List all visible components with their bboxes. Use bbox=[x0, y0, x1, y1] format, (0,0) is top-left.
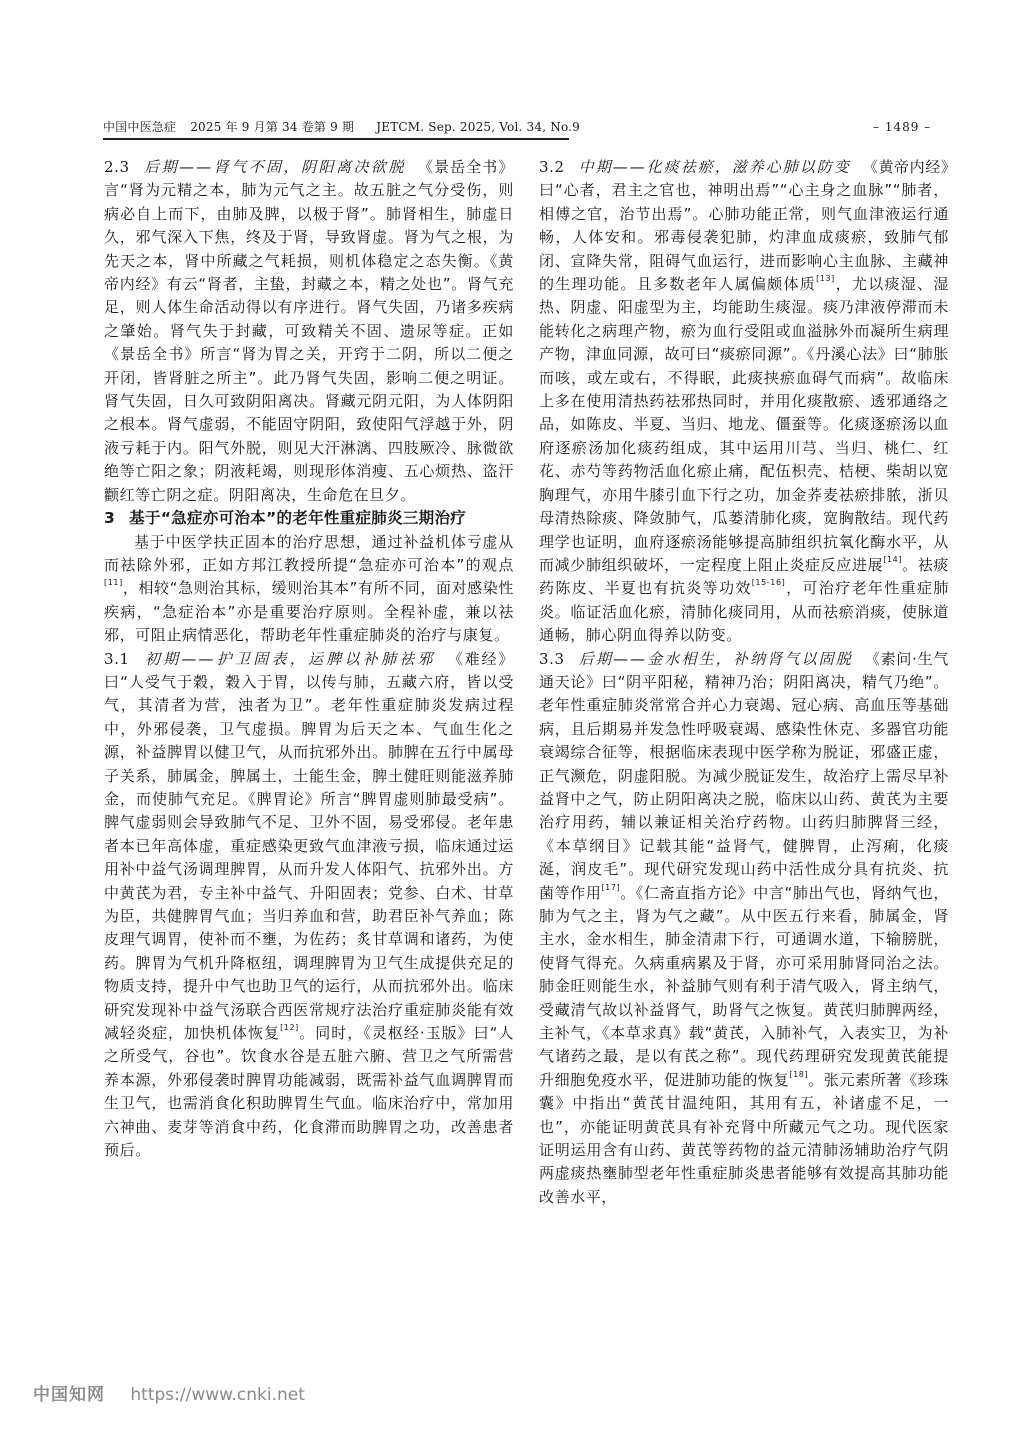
paragraph-text: 。祛痰药陈皮、半夏也有抗炎等功效 bbox=[539, 555, 950, 598]
section-3-1 bbox=[104, 648, 514, 1163]
citation[interactable]: [15-16] bbox=[751, 578, 786, 588]
journal-name: 中国中医急症 bbox=[103, 120, 177, 134]
section-3-3 bbox=[539, 648, 949, 1210]
section-3-2 bbox=[539, 156, 949, 648]
citation[interactable]: [17] bbox=[601, 882, 621, 892]
journal-issue-en: JETCM. Sep. 2025, Vol. 34, No.9 bbox=[376, 120, 581, 134]
citation[interactable]: [11] bbox=[104, 578, 123, 588]
paragraph-text: 《素问·生气通天论》曰“阴平阳秘，精神乃治；阴阳离决，精气乃绝”。老年性重症肺炎常常合并心力衰竭、冠心病、高血压等基础病，且后期易并发急性呼吸衰竭、感染性休克、多器官功能衰竭综合征等，根据临床表现中医学称为脱证，邪盛正虚，正气濒危，阴虚阳脱。为减少脱证发生，故治疗上需尽早补益肾中之气，防止阴阳离决之脱，临床以山药、黄芪为主要治疗用药，辅以兼证相关治疗药物。山药归肺脾肾三经，《本草纲目》记载其能“益肾气，健脾胃，止泻痢，化痰涎，润皮毛”。现代研究发现山药中活性成分具有抗炎、抗菌等作用 bbox=[539, 649, 949, 902]
watermark-footer bbox=[33, 1380, 305, 1405]
paragraph-text: 。《仁斋直指方论》中言“肺出气也，肾纳气也，肺为气之主，肾为气之藏”。从中医五行来看，肺属金，肾主水，金水相生，肺金清肃下行，可通调水道，下输膀胱，使肾气得充。久病重病累及于肾，亦可采用肺肾同治之法。肺金旺则能生水，补益肺气则有利于清气吸入，肾主纳气，受藏清气故以补益肾气，助肾气之恢复。黄芪归肺脾两经，主补气，《本草求真》载“黄芪，入肺补气，入表实卫，为补气诸药之最，是以有芪之称”。现代药理研究发现黄芪能提升细胞免疫水平，促进肺功能的恢复 bbox=[539, 883, 949, 1089]
section-title: 后期——肾气不固，阴阳离决欲脱 bbox=[143, 158, 406, 176]
section-number: 3.2 bbox=[539, 158, 565, 176]
section-2-3 bbox=[104, 156, 514, 507]
paragraph-text: ，尤以痰湿、湿热、阴虚、阳虚型为主，均能助生痰湿。痰乃津液停滞而未能转化之病理产物，瘀为血行受阻或血溢脉外而凝所生病理产物，津血同源，故可曰“痰瘀同源”。《丹溪心法》曰“肺胀而咳，或左或右，不得眠，此痰挟瘀血碍气而病”。故临床上多在使用清热药祛邪热同时，并用化痰散瘀、透邪通络之品，如陈皮、半夏、当归、地龙、僵蚕等。化痰逐瘀汤以血府逐瘀汤加化痰药组成，其中运用川芎、当归、桃仁、红花、赤芍等药物活血化瘀止痛，配伍枳壳、桔梗、柴胡以宽胸理气，亦用牛膝引血下行之功，加金荞麦祛瘀排脓，浙贝母清热除痰、降敛肺气，瓜蒌清肺化痰，宽胸散结。现代药理学也证明，血府逐瘀汤能够提高肺组织抗氧化酶水平，从而减少肺组织破坏，一定程度上阻止炎症反应进展 bbox=[539, 275, 949, 574]
section-title: 中期——化痰祛瘀，滋养心肺以防变 bbox=[578, 158, 851, 176]
paragraph-text: ，相较“急则治其标，缓则治其本”有所不同，面对感染性疾病，“急症治本”亦是重要治疗原则。全程补虚，兼以祛邪，可阻止病情恶化，帮助老年性重症肺炎的治疗与康复。 bbox=[104, 579, 514, 645]
paragraph-text: 基于中医学扶正固本的治疗思想，通过补益机体亏虚从而祛除外邪，正如方邦江教授所提“急症亦可治本”的观点 bbox=[104, 532, 514, 574]
paragraph-text: 《黄帝内经》曰“心者，君主之官也，神明出焉”“心主身之血脉”“肺者，相傅之官，治节出焉”。心肺功能正常，则气血津液运行通畅，人体安和。邪毒侵袭犯肺，灼津血成痰瘀，致肺气郁闭、宣降失常，阻碍气血运行，进而影响心主血脉、主藏神的生理功能。且多数老年人属偏颇体质 bbox=[539, 158, 949, 294]
section-number: 2.3 bbox=[104, 158, 130, 176]
journal-issue-cn: 2025 年 9 月第 34 卷第 9 期 bbox=[190, 120, 355, 134]
paragraph-text: ，可治疗老年性重症肺炎。临证活血化瘀，清肺化痰同用，从而祛瘀消痰，使脉道通畅，肺心阴血得养以防变。 bbox=[539, 579, 949, 645]
section-3-heading bbox=[104, 507, 514, 530]
right-column bbox=[539, 156, 949, 1209]
section-body: 《景岳全书》言“肾为元精之本，肺为元气之主。故五脏之气分受伤，则病必自上而下，由肺及脾，以极于肾”。肺肾相生，肺虚日久，邪气深入下焦，终及于肾，导致肾虚。肾为气之根，为先天之本，肾中所藏之气耗损，则机体稳定之态失衡。《黄帝内经》有云“肾者，主蛰，封藏之本，精之处也”。肾气充足，则人体生命活动得以有序进行。肾气失固，乃诸多疾病之肇始。肾气失于封藏，可致精关不固、遗尿等症。正如《景岳全书》所言“肾为胃之关，开窍于二阴，所以二便之开闭，皆肾脏之所主”。此乃肾气失固，影响二便之明证。肾气失固，日久可致阴阳离决。肾藏元阴元阳，为人体阴阳之根本。肾气虚弱，不能固守阴阳，致使阳气浮越于外，阴液亏耗于内。阳气外脱，则见大汗淋漓、四肢厥冷、脉微欲绝等亡阳之象；阴液耗竭，则现形体消瘦、五心烦热、盗汗颧红等亡阴之症。阴阳离决，生命危在旦夕。 bbox=[104, 158, 514, 504]
citation[interactable]: [12] bbox=[280, 1023, 299, 1033]
cnki-logo: 中国知网 bbox=[33, 1385, 105, 1405]
citation[interactable]: [18] bbox=[789, 1069, 809, 1079]
section-title: 初期——护卫固表，运脾以补肺祛邪 bbox=[143, 649, 436, 668]
running-header bbox=[103, 118, 581, 140]
section-number: 3.3 bbox=[539, 649, 565, 668]
paragraph-text: 。张元素所著《珍珠囊》中指出“黄芪甘温纯阳，其用有五，补诸虚不足，一也”，亦能证明黄芪具有补充肾中所藏元气之功。现代医家证明运用含有山药、黄芪等药物的益元清肺汤辅助治疗气阴两虚痰热壅肺型老年性重症肺炎患者能够有效提高其肺功能改善水平， bbox=[539, 1070, 949, 1206]
citation[interactable]: [13] bbox=[816, 274, 835, 284]
paragraph-text: 。同时，《灵枢经·玉版》曰“人之所受气，谷也”。饮食水谷是五脏六腑、营卫之气所需营养本源，外邪侵袭时脾胃功能减弱，既需补益气血调脾胃而生卫气，也需消食化积助脾胃生气血。临床治疗中，常加用六神曲、麦芽等消食中药，化食滞而助脾胃之功，改善患者预后。 bbox=[104, 1024, 514, 1160]
left-column bbox=[104, 156, 514, 1162]
citation[interactable]: [14] bbox=[883, 554, 903, 564]
section-title: 基于“急症亦可治本”的老年性重症肺炎三期治疗 bbox=[129, 509, 467, 528]
section-3-body bbox=[104, 531, 514, 648]
page-number: – 1489 – bbox=[873, 120, 932, 134]
paragraph-text: 《难经》曰“人受气于穀，穀入于胃，以传与肺，五藏六府，皆以受气，其清者为营，浊者为卫”。老年性重症肺炎发病过程中，外邪侵袭，卫气虚损。脾胃为后天之本、气血生化之源，补益脾胃以健卫气，从而抗邪外出。肺脾在五行中属母子关系，肺属金，脾属土，土能生金，脾土健旺则能滋养肺金，而使肺气充足。《脾胃论》所言“脾胃虚则肺最受病”。脾气虚弱则会导致肺气不足、卫外不固，易受邪侵。老年患者本已年高体虚，重症感染更致气血津液亏损，临床通过运用补中益气汤调理脾胃，从而升发人体阳气、抗邪外出。方中黄芪为君，专主补中益气、升阳固表；党参、白术、甘草为臣，共健脾胃气血；当归养血和营，助君臣补气养血；陈皮理气调胃，使补而不壅，为佐药；炙甘草调和诸药，为使药。脾胃为气机升降枢纽，调理脾胃为卫气生成提供充足的物质支持，提升中气也助卫气的运行，从而抗邪外出。临床研究发现补中益气汤联合西医常规疗法治疗重症肺炎能有效减轻炎症，加快机体恢复 bbox=[104, 649, 514, 1043]
section-number: 3.1 bbox=[104, 649, 130, 668]
cnki-url[interactable]: https://www.cnki.net bbox=[130, 1385, 305, 1405]
section-title: 后期——金水相生，补纳肾气以固脱 bbox=[578, 649, 853, 668]
section-number: 3 bbox=[104, 509, 116, 528]
